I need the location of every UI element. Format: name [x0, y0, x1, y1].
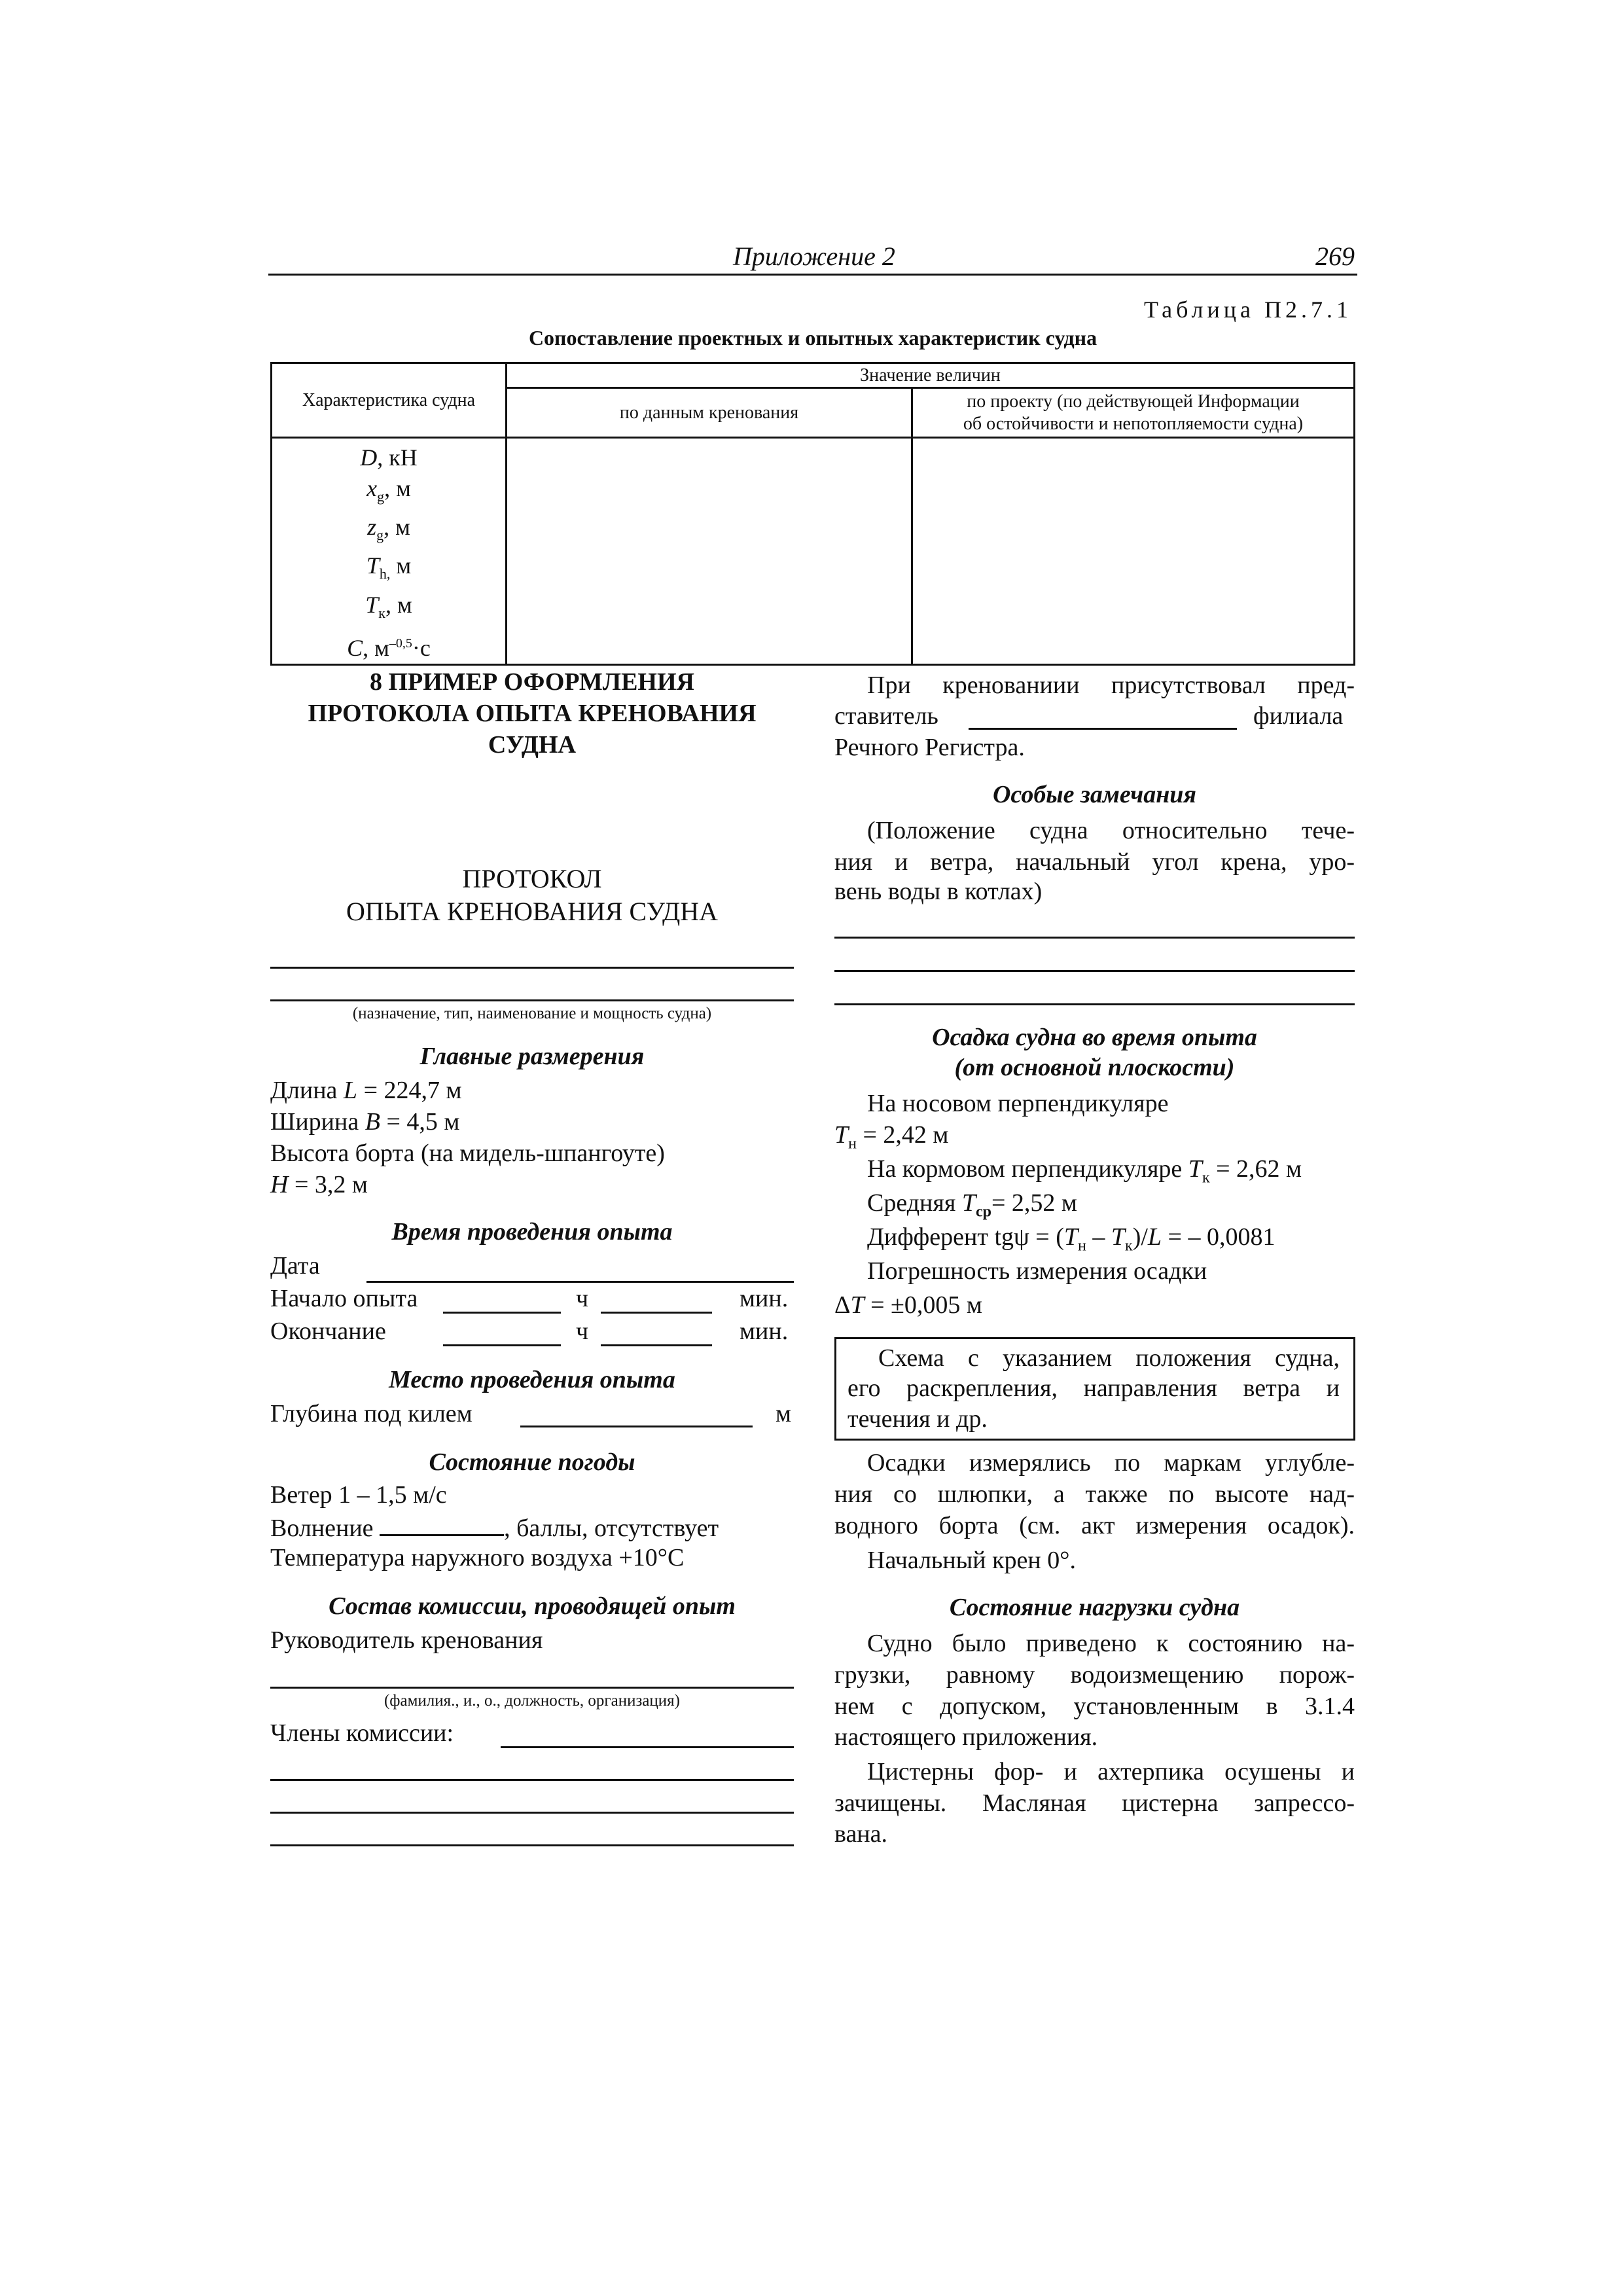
leader-label: Руководитель кренования	[270, 1626, 543, 1654]
trim-length-symbol: L	[1147, 1223, 1162, 1251]
end-label: Окончание	[270, 1318, 386, 1345]
row-symbol: z	[367, 514, 377, 541]
members-field-1[interactable]	[501, 1746, 794, 1748]
mean-subscript: ср	[975, 1203, 991, 1221]
time-title: Время проведения опыта	[391, 1218, 673, 1246]
bow-subscript: н	[848, 1135, 857, 1153]
start-hour-unit: ч	[576, 1285, 589, 1312]
load-line1: Судно было приведено к состоянию на-	[867, 1630, 1355, 1657]
draft-title-line2: (от основной плоскости)	[954, 1054, 1235, 1081]
remarks-field-2[interactable]	[834, 970, 1355, 972]
table-header-project-line2: об остойчивости и непотопляемости судна)	[963, 413, 1304, 434]
trim-symbol-bow: T	[1063, 1223, 1079, 1251]
members-field-3[interactable]	[270, 1812, 794, 1814]
section-heading-line2: ПРОТОКОЛА ОПЫТА КРЕНОВАНИЯ	[308, 700, 757, 727]
remarks-field-3[interactable]	[834, 1003, 1355, 1005]
vessel-line-2	[270, 999, 794, 1001]
row-unit: , м	[384, 475, 411, 501]
waves-label: Волнение	[270, 1515, 380, 1542]
row-unit: , кН	[377, 444, 418, 471]
remarks-line2: ния и ветра, начальный угол крена, уро-	[834, 848, 1355, 876]
height-symbol: H	[270, 1171, 289, 1198]
drafts-line1: Осадки измерялись по маркам углубле-	[867, 1449, 1355, 1477]
waves-field[interactable]	[380, 1512, 504, 1536]
length-label: Длина	[270, 1077, 344, 1104]
row-unit: , м	[385, 591, 412, 618]
members-label: Члены комиссии:	[270, 1719, 454, 1747]
representative-line3: Речного Регистра.	[834, 734, 1025, 761]
protocol-title	[270, 863, 794, 928]
trim-minus: –	[1086, 1223, 1111, 1251]
table-row	[272, 550, 505, 589]
load-line3: нем с допуском, установленным в 3.1.4	[834, 1693, 1355, 1720]
mean-value: = 2,52 м	[991, 1189, 1077, 1217]
temperature-line: Температура наружного воздуха +10°С	[270, 1544, 685, 1571]
delta-line	[834, 1291, 982, 1319]
table-label-text: Таблица П2.7.1	[1144, 296, 1352, 323]
end-min-field[interactable]	[601, 1344, 712, 1346]
table-row	[272, 590, 505, 628]
table-empty-cell-heeling	[507, 438, 912, 665]
row-unit: , м	[363, 634, 389, 661]
trim-symbol-stern: T	[1111, 1223, 1126, 1251]
stern-subscript: к	[1202, 1169, 1210, 1187]
waves-suffix: , баллы, отсутствует	[504, 1515, 719, 1542]
load-title: Состояние нагрузки судна	[949, 1594, 1240, 1621]
wind-line: Ветер 1 – 1,5 м/с	[270, 1481, 447, 1509]
representative-field[interactable]	[969, 728, 1237, 730]
end-hour-unit: ч	[576, 1318, 589, 1345]
stern-value: = 2,62 м	[1209, 1155, 1302, 1183]
weather-title: Состояние погоды	[429, 1448, 635, 1476]
trim-line	[867, 1223, 1275, 1261]
members-field-2[interactable]	[270, 1779, 794, 1781]
start-label: Начало опыта	[270, 1285, 418, 1312]
scheme-line2: его раскрепления, направления ветра и	[847, 1374, 1340, 1402]
remarks-line3: вень воды в котлах)	[834, 878, 1043, 905]
date-label: Дата	[270, 1252, 320, 1280]
table-row	[272, 628, 505, 664]
leader-field[interactable]	[270, 1687, 794, 1689]
vessel-line-1	[270, 967, 794, 969]
trim-sub-stern: к	[1125, 1237, 1133, 1255]
draft-title-line1: Осадка судна во время опыта	[932, 1024, 1257, 1051]
load-line2: грузки, равному водоизмещению порож-	[834, 1661, 1355, 1689]
row-superscript: –0,5	[389, 636, 412, 651]
length-line	[270, 1076, 462, 1105]
tanks-line2: зачищены. Масляная цистерна запрессо-	[834, 1789, 1355, 1817]
row-subscript: g	[376, 527, 384, 544]
delta-t-symbol: T	[850, 1291, 865, 1319]
waves-line	[270, 1512, 719, 1543]
row-symbol: T	[365, 591, 379, 618]
bow-symbol: T	[834, 1121, 849, 1149]
table-row	[272, 473, 505, 512]
row-subscript: g	[377, 488, 385, 505]
height-value: = 3,2 м	[288, 1171, 368, 1198]
table-label	[1144, 296, 1352, 323]
width-line	[270, 1107, 459, 1136]
row-unit: , м	[383, 514, 410, 541]
trim-label: Дифферент tgψ = (	[867, 1223, 1064, 1251]
running-header-section: Приложение 2	[733, 242, 895, 271]
table-row	[272, 442, 505, 473]
tanks-line1: Цистерны фор- и ахтерпика осушены и	[867, 1758, 1355, 1785]
row-symbol: C	[347, 634, 363, 661]
remarks-line1: (Положение судна относительно тече-	[867, 817, 1355, 844]
section-heading-line1: 8 ПРИМЕР ОФОРМЛЕНИЯ	[369, 668, 694, 696]
table-empty-cell-project	[912, 438, 1355, 665]
representative-line2-suffix: филиала	[1253, 702, 1344, 730]
row-subscript: h,	[379, 565, 391, 583]
start-min-field[interactable]	[601, 1312, 712, 1314]
drafts-line3: водного борта (см. акт измерения осадок).	[834, 1512, 1355, 1539]
row-symbol: T	[366, 552, 380, 579]
remarks-field-1[interactable]	[834, 937, 1355, 939]
commission-title: Состав комиссии, проводящей опыт	[329, 1592, 736, 1620]
table-header-project-line1: по проекту (по действующей Информации	[967, 391, 1300, 412]
draft-title	[834, 1022, 1355, 1083]
end-hour-field[interactable]	[443, 1344, 561, 1346]
trim-sub-bow: н	[1078, 1237, 1086, 1255]
place-title: Место проведения опыта	[389, 1366, 675, 1393]
bow-value: = 2,42 м	[856, 1121, 949, 1149]
table-header-heeling: по данным кренования	[507, 388, 912, 438]
width-value: = 4,5 м	[380, 1108, 460, 1136]
protocol-title-line2: ОПЫТА КРЕНОВАНИЯ СУДНА	[346, 897, 719, 926]
section-heading-line3: СУДНА	[488, 731, 577, 759]
trim-value: = – 0,0081	[1162, 1223, 1275, 1251]
members-field-4[interactable]	[270, 1844, 794, 1846]
depth-label: Глубина под килем	[270, 1400, 473, 1427]
mean-label: Средняя	[867, 1189, 962, 1217]
bow-draft	[834, 1121, 948, 1158]
bow-perpendicular: На носовом перпендикуляре	[867, 1090, 1169, 1117]
tanks-line3: вана.	[834, 1820, 888, 1848]
depth-field[interactable]	[520, 1426, 753, 1427]
section-heading	[270, 666, 794, 761]
delta-symbol: Δ	[834, 1291, 851, 1319]
table-header-project	[912, 388, 1355, 438]
representative-line1: При кренованиии присутствовал пред-	[867, 672, 1355, 699]
height-value-line	[270, 1170, 368, 1199]
length-value: = 224,7 м	[357, 1077, 462, 1104]
vessel-caption: (назначение, тип, наименование и мощность судна)	[352, 1005, 712, 1022]
table-header-values: Значение величин	[507, 363, 1355, 388]
load-line4: настоящего приложения.	[834, 1723, 1098, 1751]
stern-symbol: T	[1188, 1155, 1202, 1183]
error-line: Погрешность измерения осадки	[867, 1257, 1207, 1285]
header-rule	[268, 274, 1357, 276]
name-caption: (фамилия., и., о., должность, организация)	[383, 1692, 681, 1710]
scheme-line3: течения и др.	[847, 1405, 988, 1433]
width-label: Ширина	[270, 1108, 365, 1136]
row-symbol: D	[360, 444, 378, 471]
drafts-line2: ния со шлюпки, а также по высоте над-	[834, 1480, 1355, 1508]
start-min-unit: мин.	[740, 1285, 789, 1312]
height-line: Высота борта (на мидель-шпангоуте)	[270, 1139, 665, 1167]
mean-draft	[867, 1189, 1077, 1227]
end-min-unit: мин.	[740, 1318, 789, 1345]
width-symbol: B	[365, 1108, 380, 1136]
row-symbol: x	[366, 475, 378, 501]
table-characteristics-cell	[272, 438, 507, 665]
depth-unit: м	[776, 1400, 792, 1427]
scheme-line1: Схема с указанием положения судна,	[878, 1344, 1340, 1372]
stern-label: На кормовом перпендикуляре	[867, 1155, 1188, 1183]
table-row	[272, 512, 505, 550]
main-dims-title: Главные размерения	[419, 1043, 645, 1070]
row-unit-tail: ·с	[412, 634, 431, 661]
row-unit: м	[390, 552, 412, 579]
stern-draft	[867, 1155, 1302, 1193]
comparison-table	[270, 362, 1355, 666]
start-hour-field[interactable]	[443, 1312, 561, 1314]
delta-value: = ±0,005 м	[864, 1291, 982, 1319]
length-symbol: L	[343, 1077, 358, 1104]
trim-divide: )/	[1132, 1223, 1148, 1251]
page-number: 269	[1315, 242, 1355, 271]
row-subscript: к	[378, 604, 385, 621]
table-header-characteristic: Характеристика судна	[272, 363, 507, 438]
protocol-title-line1: ПРОТОКОЛ	[462, 864, 602, 893]
date-field[interactable]	[366, 1281, 794, 1283]
table-title: Сопоставление проектных и опытных характеристик судна	[528, 326, 1097, 350]
remarks-title: Особые замечания	[992, 781, 1197, 808]
initial-heel: Начальный крен 0°.	[867, 1547, 1076, 1574]
mean-symbol: T	[961, 1189, 976, 1217]
representative-line2-label: ставитель	[834, 702, 938, 730]
